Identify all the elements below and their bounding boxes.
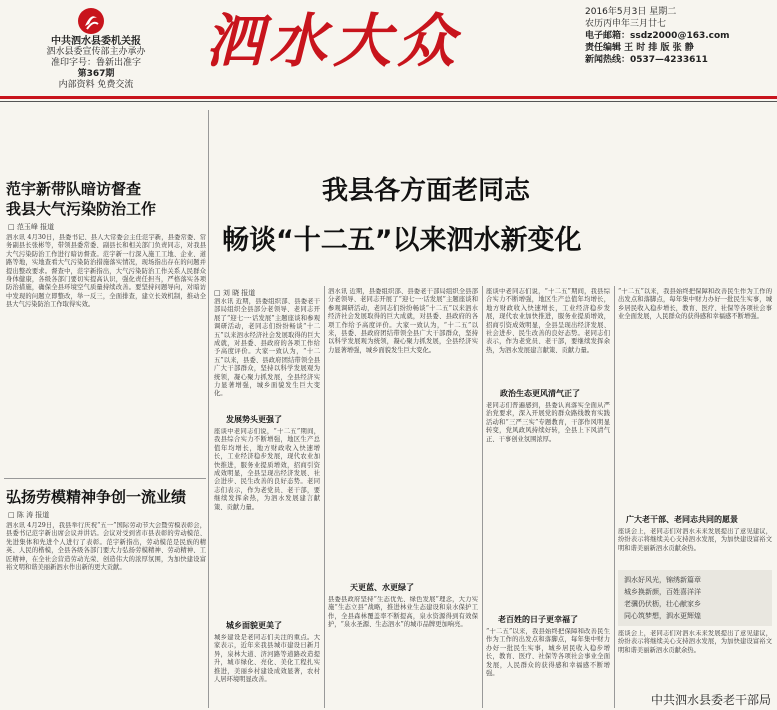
left-bottom-headline: 弘扬劳模精神争创一流业绩 xyxy=(6,488,187,506)
main-byline: □ 刘 晓 报道 xyxy=(214,289,256,297)
main-body-development: 座谈中老同志们说，“十二五”期间，我县综合实力不断增强，地区生产总值年均增长，地方财政收入快速增长，工业经济稳步发展，现代农业加快推进，服务业提质增效，招商引资成效明显，全县呈现出经济发展、社会进步、民生改善的良好态势。老同志们表示，作为老党员、老干部，要继续发挥余热，为泗水发展建言献策、贡献力量。 xyxy=(214,428,320,511)
main-body-column-3: 座谈中老同志们说，“十二五”期间，我县综合实力不断增强，地区生产总值年均增长，地方财政收入快速增长，工业经济稳步发展，现代农业加快推进，服务业提质增效，招商引资成效明显，全县呈现出经济发展、社会进步、民生改善的良好态势。老同志们表示，作为老党员、老干部，要继续发挥余热，为泗水发展建言献策、贡献力量。 xyxy=(486,288,610,354)
poem-line: 老骥仍伏枥，壮心献家乡 xyxy=(624,600,701,608)
phone-line: 新闻热线：0537—4233611 xyxy=(585,55,708,65)
subhead-ecology: 天更蓝、水更绿了 xyxy=(350,583,414,592)
main-body-livelihood: “十二五”以来，我县始终把保障和改善民生作为工作的出发点和落脚点，每年集中财力办好一批民生实事，城乡居民收入稳步增长，教育、医疗、社保等各项社会事业全面发展，人民群众的获得感和幸福感不断增强。 xyxy=(486,628,610,678)
host-line: 泗水县委宣传部主办承办 xyxy=(46,47,146,57)
editor-line: 责任编辑 王 时 排 版 张 静 xyxy=(585,43,694,53)
org-line: 中共泗水县委机关报 xyxy=(51,36,141,47)
left-top-body: 泗水讯 4月30日，县委书记、县人大常委会主任范宇新，县委常委、常务副县长张彬等，带领县委常委、副县长和相关部门负责同志，对我县大气污染防治工作进行暗访督查。范宇新一行深入施工工地、企业、道路等地，实地查看大气污染防治措施落实情况，现场指出存在的问题并提出整改要求。督查中，范宇新指出，大气污染防治工作关系人民群众身体健康，各级各部门要切实提高认识，强化责任担当，严格落实各项防治措施，确保全县环境空气质量持续改善。要坚持问题导向，对暗访中发现的问题立即整改，举一反三，全面排查，建立长效机制，推动全县大气污染防治工作取得实效。 xyxy=(6,234,206,309)
subhead-urban-rural: 城乡面貌更美了 xyxy=(226,621,282,630)
poem xyxy=(624,574,701,622)
main-body-intro: 泗水讯 近期，县委组织部、县委老干部局组织全县部分老领导、老同志开展了“迎七一·话发展”主题座谈和参观调研活动，老同志们纷纷畅谈“十二五”以来泗水经济社会发展取得的巨大成就，对县委、县政府的各项工作给予高度评价。大家一致认为，“十二五”以来，县委、县政府团结带领全县广大干部群众，坚持以科学发展观为统领，凝心聚力抓发展，全县经济实力显著增强，城乡面貌发生巨大变化。 xyxy=(214,298,320,398)
subhead-development: 发展势头更强了 xyxy=(226,415,282,424)
poem-line: 同心筑梦想，泗水更辉煌 xyxy=(624,612,701,620)
newspaper-logo-icon xyxy=(78,8,104,34)
column-divider xyxy=(324,286,325,708)
main-headline-2: 畅谈“十二五”以来泗水新变化 xyxy=(222,225,582,256)
lunar-date-line: 农历丙申年三月廿七 xyxy=(585,19,667,29)
newspaper-title: 泗水大众 xyxy=(205,7,462,75)
subhead-political-ecology: 政治生态更风清气正了 xyxy=(500,389,580,398)
poem-line: 泗水好风光，锦绣新篇章 xyxy=(624,576,701,584)
main-body-ecology: 县委县政府坚持“生态优先、绿色发展”理念，大力实施“生态立县”战略，推进林业生态建设和泉水保护工作，全县森林覆盖率不断提高，泉水资源得到有效保护，“泉水圣源、生态泗水”的城市品牌更加响亮。 xyxy=(328,596,478,629)
main-body-vision: 座谈会上，老同志们对泗水未来发展提出了意见建议，纷纷表示将继续关心支持泗水发展，为加快建设富裕文明和谐美丽新泗水贡献余热。 xyxy=(618,528,772,552)
email-line: 电子邮箱：ssdz2000@163.com xyxy=(585,31,730,41)
free-exchange-line: 内部资料 免费交流 xyxy=(58,80,134,90)
column-divider xyxy=(482,286,483,708)
left-bottom-body: 泗水讯 4月29日，我县举行庆祝“五一”国际劳动节大会暨劳模表彰会，县委书记范宇新出席会议并讲话。会议对受到省市县表彰的劳动模范、先进集体和先进个人进行了表彰。范宇新指出，劳动模范是民族的精英、人民的楷模，全县各级各部门要大力弘扬劳模精神、劳动精神、工匠精神，在全社会营造劳动光荣、创造伟大的浓厚氛围，为加快建设富裕文明和谐美丽新泗水作出新的更大贡献。 xyxy=(6,522,206,572)
masthead-rule xyxy=(0,96,777,99)
left-bottom-byline: □ 陈 涛 报道 xyxy=(8,511,50,519)
left-top-headline-2: 我县大气污染防治工作 xyxy=(6,200,157,218)
masthead-thin-rule xyxy=(0,101,777,102)
main-body-column-2: 泗水讯 近期，县委组织部、县委老干部局组织全县部分老领导、老同志开展了“迎七一·话发展”主题座谈和参观调研活动，老同志们纷纷畅谈“十二五”以来泗水经济社会发展取得的巨大成就，对县委、县政府的各项工作给予高度评价。大家一致认为，“十二五”以来，县委、县政府团结带领全县广大干部群众，坚持以科学发展观为统领，凝心聚力抓发展，全县经济实力显著增强，城乡面貌发生巨大变化。 xyxy=(328,288,478,354)
main-body-closing: 座谈会上，老同志们对泗水未来发展提出了意见建议，纷纷表示将继续关心支持泗水发展，为加快建设富裕文明和谐美丽新泗水贡献余热。 xyxy=(618,630,772,654)
main-body-political: 老同志们普遍感到，县委认真落实全面从严治党要求，深入开展党的群众路线教育实践活动和“三严三实”专题教育，干部作风明显转变，党风政风持续好转，全县上下风清气正、干事创业氛围浓厚。 xyxy=(486,402,610,443)
registration-line: 准印字号：鲁新出准字 xyxy=(50,58,141,68)
subhead-livelihood: 老百姓的日子更幸福了 xyxy=(498,615,578,624)
date-line: 2016年5月3日 星期二 xyxy=(585,7,677,17)
issue-number: 第367期 xyxy=(77,69,115,79)
left-top-byline: □ 范玉峰 报道 xyxy=(8,223,55,231)
source-watermark: 中共泗水县委老干部局 xyxy=(650,693,771,707)
masthead-left xyxy=(20,36,172,91)
divider xyxy=(4,478,206,479)
left-top-headline-1: 范宇新带队暗访督查 xyxy=(6,180,142,198)
main-body-urban-rural: 城乡建设是老同志们关注的重点。大家表示，近年来我县城市建设日新月异，泉林大道、济河路等道路改造提升，城市绿化、亮化、美化工程扎实推进，美丽乡村建设成效显著，农村人居环境明显改善。 xyxy=(214,634,320,684)
main-headline-1: 我县各方面老同志 xyxy=(322,176,531,206)
poem-line: 城乡换新颜，百姓喜洋洋 xyxy=(624,588,701,596)
column-divider xyxy=(208,110,209,708)
column-divider xyxy=(614,286,615,708)
subhead-vision: 广大老干部、老同志共同的愿景 xyxy=(626,515,738,524)
masthead-right xyxy=(585,6,730,66)
main-body-column-4: “十二五”以来，我县始终把保障和改善民生作为工作的出发点和落脚点，每年集中财力办好一批民生实事，城乡居民收入稳步增长，教育、医疗、社保等各项社会事业全面发展，人民群众的获得感和幸福感不断增强。 xyxy=(618,288,772,321)
